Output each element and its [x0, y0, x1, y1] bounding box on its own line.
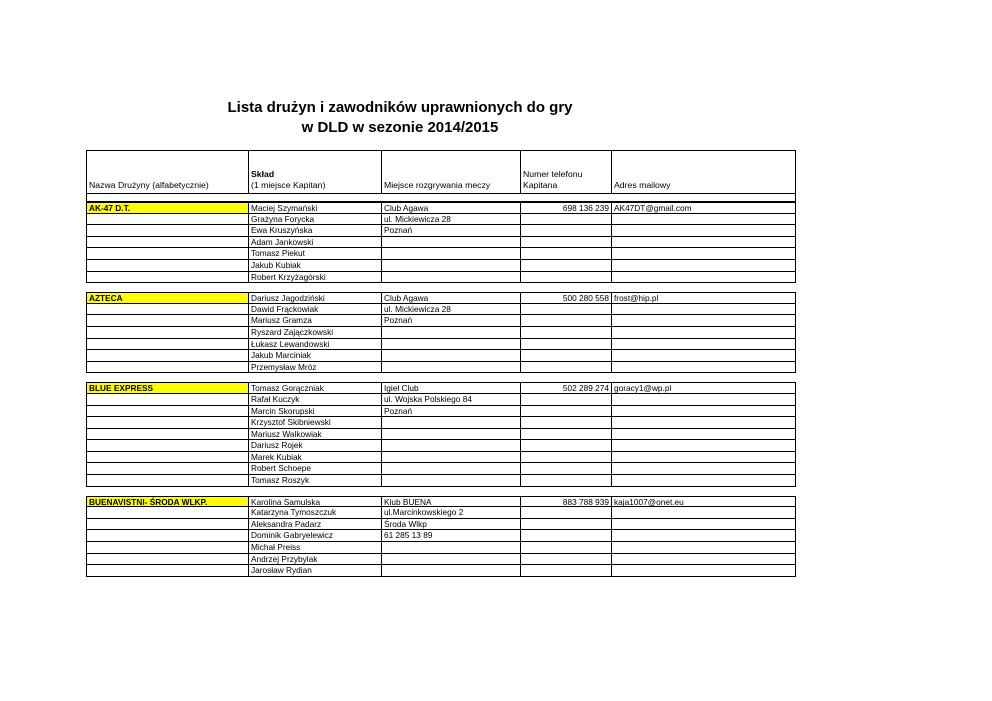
email-address: goracy1@wp.pl [612, 382, 796, 394]
table-row [86, 554, 796, 566]
empty-cell [521, 327, 612, 339]
venue-line: Igieł Club [382, 382, 521, 394]
empty-cell [612, 225, 796, 237]
empty-cell [382, 339, 521, 351]
table-row [86, 463, 796, 475]
venue-line: ul. Mickiewicza 28 [382, 304, 521, 316]
player-name: Andrzej Przybylak [249, 554, 382, 566]
empty-cell [612, 272, 796, 284]
empty-cell [521, 440, 612, 452]
player-name: Mariusz Gramza [249, 315, 382, 327]
empty-cell [86, 440, 249, 452]
empty-cell [612, 554, 796, 566]
venue-line: ul.Marcinkowskiego 2 [382, 507, 521, 519]
empty-cell [521, 463, 612, 475]
venue-line: ul. Wojska Polskiego 84 [382, 394, 521, 406]
team-blocks [86, 202, 796, 577]
empty-cell [86, 519, 249, 531]
empty-cell [612, 350, 796, 362]
empty-cell [612, 394, 796, 406]
empty-cell [612, 315, 796, 327]
empty-cell [612, 429, 796, 441]
empty-cell [86, 554, 249, 566]
empty-cell [86, 339, 249, 351]
table-row [86, 327, 796, 339]
empty-cell [86, 429, 249, 441]
header-email: Adres mailowy [612, 150, 796, 194]
empty-cell [382, 248, 521, 260]
table-row [86, 429, 796, 441]
empty-cell [382, 463, 521, 475]
table-row [86, 225, 796, 237]
player-name: Michał Preiss [249, 542, 382, 554]
table-row [86, 362, 796, 374]
venue-line: Club Agawa [382, 292, 521, 304]
empty-cell [86, 362, 249, 374]
empty-cell [382, 327, 521, 339]
player-name: Grażyna Forycka [249, 214, 382, 226]
empty-cell [521, 350, 612, 362]
header-phone: Numer telefonu Kapitana [521, 150, 612, 194]
empty-cell [521, 304, 612, 316]
venue-line: Środa Wlkp [382, 519, 521, 531]
empty-cell [612, 542, 796, 554]
empty-cell [86, 225, 249, 237]
venue-line: Club Agawa [382, 202, 521, 214]
empty-cell [521, 475, 612, 487]
venue-line: Klub BUENA [382, 496, 521, 508]
captain-phone: 502 289 274 [521, 382, 612, 394]
table-row [86, 304, 796, 316]
empty-cell [86, 327, 249, 339]
empty-cell [521, 452, 612, 464]
player-name: Tomasz Piekut [249, 248, 382, 260]
empty-cell [521, 542, 612, 554]
player-name: Dariusz Jagodziński [249, 292, 382, 304]
venue-line: 61 285 13 89 [382, 530, 521, 542]
empty-cell [86, 260, 249, 272]
table-row [86, 519, 796, 531]
empty-cell [521, 260, 612, 272]
empty-cell [612, 248, 796, 260]
player-name: Tomasz Gorączniak [249, 382, 382, 394]
empty-cell [382, 429, 521, 441]
empty-cell [612, 463, 796, 475]
player-name: Katarzyna Tymoszczuk [249, 507, 382, 519]
document-title-line2: w DLD w sezonie 2014/2015 [301, 119, 499, 136]
table-row [86, 339, 796, 351]
captain-phone: 698 136 239 [521, 202, 612, 214]
header-squad: Skład (1 miejsce Kapitan) [249, 150, 382, 194]
empty-cell [382, 237, 521, 249]
table-row [86, 248, 796, 260]
empty-cell [521, 429, 612, 441]
team-block [86, 496, 796, 577]
block-gap [86, 283, 796, 292]
block-gap [86, 487, 796, 496]
empty-cell [382, 272, 521, 284]
document-title-line1: Lista drużyn i zawodników uprawnionych do gry [227, 99, 573, 116]
empty-cell [382, 350, 521, 362]
team-name: BUENAVISTNI- ŚRODA WLKP. [86, 496, 249, 508]
team-name: AK-47 D.T. [86, 202, 249, 214]
empty-cell [612, 260, 796, 272]
table-row [86, 260, 796, 272]
empty-cell [86, 394, 249, 406]
empty-cell [521, 225, 612, 237]
empty-cell [382, 417, 521, 429]
empty-cell [612, 304, 796, 316]
player-name: Jakub Kubiak [249, 260, 382, 272]
empty-cell [382, 565, 521, 577]
empty-cell [86, 565, 249, 577]
empty-cell [382, 542, 521, 554]
table-row [86, 202, 796, 214]
empty-cell [86, 542, 249, 554]
table-row [86, 350, 796, 362]
table-row [86, 565, 796, 577]
table-row [86, 315, 796, 327]
venue-line: Poznań [382, 225, 521, 237]
empty-cell [612, 327, 796, 339]
captain-phone: 883 788 939 [521, 496, 612, 508]
empty-cell [86, 248, 249, 260]
team-name: BLUE EXPRESS [86, 382, 249, 394]
empty-cell [521, 339, 612, 351]
empty-cell [521, 362, 612, 374]
table-row [86, 530, 796, 542]
player-name: Tomasz Roszyk [249, 475, 382, 487]
empty-cell [521, 565, 612, 577]
empty-cell [612, 362, 796, 374]
empty-cell [382, 260, 521, 272]
player-name: Mariusz Walkowiak [249, 429, 382, 441]
team-block [86, 292, 796, 373]
empty-cell [521, 554, 612, 566]
header-row [86, 150, 796, 194]
player-name: Adam Jankowski [249, 237, 382, 249]
empty-cell [612, 214, 796, 226]
table-row [86, 507, 796, 519]
empty-cell [86, 304, 249, 316]
empty-cell [521, 248, 612, 260]
empty-cell [612, 452, 796, 464]
empty-cell [521, 519, 612, 531]
empty-cell [86, 350, 249, 362]
empty-cell [382, 362, 521, 374]
table-row [86, 475, 796, 487]
player-name: Ewa Kruszyńska [249, 225, 382, 237]
empty-cell [612, 530, 796, 542]
captain-phone: 500 280 558 [521, 292, 612, 304]
player-name: Maciej Szymański [249, 202, 382, 214]
empty-cell [612, 406, 796, 418]
table-row [86, 292, 796, 304]
header-team: Nazwa Drużyny (alfabetycznie) [86, 150, 249, 194]
player-name: Karolina Samulska [249, 496, 382, 508]
empty-cell [521, 417, 612, 429]
block-gap [86, 373, 796, 382]
player-name: Robert Krzyżagórski [249, 272, 382, 284]
empty-cell [612, 440, 796, 452]
email-address: AK47DT@gmail.com [612, 202, 796, 214]
email-address: frost@hip.pl [612, 292, 796, 304]
table-row [86, 496, 796, 508]
empty-cell [86, 214, 249, 226]
table-row [86, 542, 796, 554]
empty-cell [86, 530, 249, 542]
empty-cell [86, 272, 249, 284]
empty-cell [521, 272, 612, 284]
team-block [86, 382, 796, 486]
player-name: Ryszard Zajączkowski [249, 327, 382, 339]
empty-cell [86, 463, 249, 475]
table-row [86, 272, 796, 284]
empty-cell [521, 530, 612, 542]
table-row [86, 452, 796, 464]
table-row [86, 440, 796, 452]
empty-cell [382, 475, 521, 487]
empty-cell [612, 507, 796, 519]
roster-table [86, 150, 796, 577]
team-block [86, 202, 796, 283]
email-address: kaja1007@onet.eu [612, 496, 796, 508]
table-row [86, 417, 796, 429]
empty-cell [382, 554, 521, 566]
empty-cell [521, 214, 612, 226]
player-name: Dominik Gabryelewicz [249, 530, 382, 542]
player-name: Przemysław Mróz [249, 362, 382, 374]
player-name: Dawid Frąckowiak [249, 304, 382, 316]
empty-cell [521, 507, 612, 519]
empty-cell [86, 475, 249, 487]
table-row [86, 237, 796, 249]
player-name: Krzysztof Skibniewski [249, 417, 382, 429]
venue-line: ul. Mickiewicza 28 [382, 214, 521, 226]
empty-cell [521, 406, 612, 418]
player-name: Marek Kubiak [249, 452, 382, 464]
player-name: Jarosław Rydian [249, 565, 382, 577]
empty-cell [86, 315, 249, 327]
empty-cell [612, 475, 796, 487]
empty-cell [382, 452, 521, 464]
player-name: Marcin Skorupski [249, 406, 382, 418]
empty-cell [521, 237, 612, 249]
player-name: Aleksandra Padarz [249, 519, 382, 531]
empty-cell [382, 440, 521, 452]
table-row [86, 406, 796, 418]
empty-cell [521, 394, 612, 406]
table-row [86, 394, 796, 406]
player-name: Dariusz Rojek [249, 440, 382, 452]
empty-cell [612, 339, 796, 351]
venue-line: Poznań [382, 406, 521, 418]
table-row [86, 382, 796, 394]
table-row [86, 214, 796, 226]
empty-cell [86, 507, 249, 519]
empty-cell [86, 452, 249, 464]
player-name: Jakub Marciniak [249, 350, 382, 362]
empty-cell [612, 237, 796, 249]
empty-cell [612, 565, 796, 577]
header-venue: Miejsce rozgrywania meczy [382, 150, 521, 194]
empty-cell [86, 406, 249, 418]
player-name: Łukasz Lewandowski [249, 339, 382, 351]
venue-line: Poznań [382, 315, 521, 327]
empty-cell [612, 417, 796, 429]
empty-cell [612, 519, 796, 531]
team-name: AZTECA [86, 292, 249, 304]
empty-cell [86, 417, 249, 429]
player-name: Rafał Kuczyk [249, 394, 382, 406]
empty-cell [521, 315, 612, 327]
player-name: Robert Schoepe [249, 463, 382, 475]
header-spacer [86, 194, 796, 202]
empty-cell [86, 237, 249, 249]
